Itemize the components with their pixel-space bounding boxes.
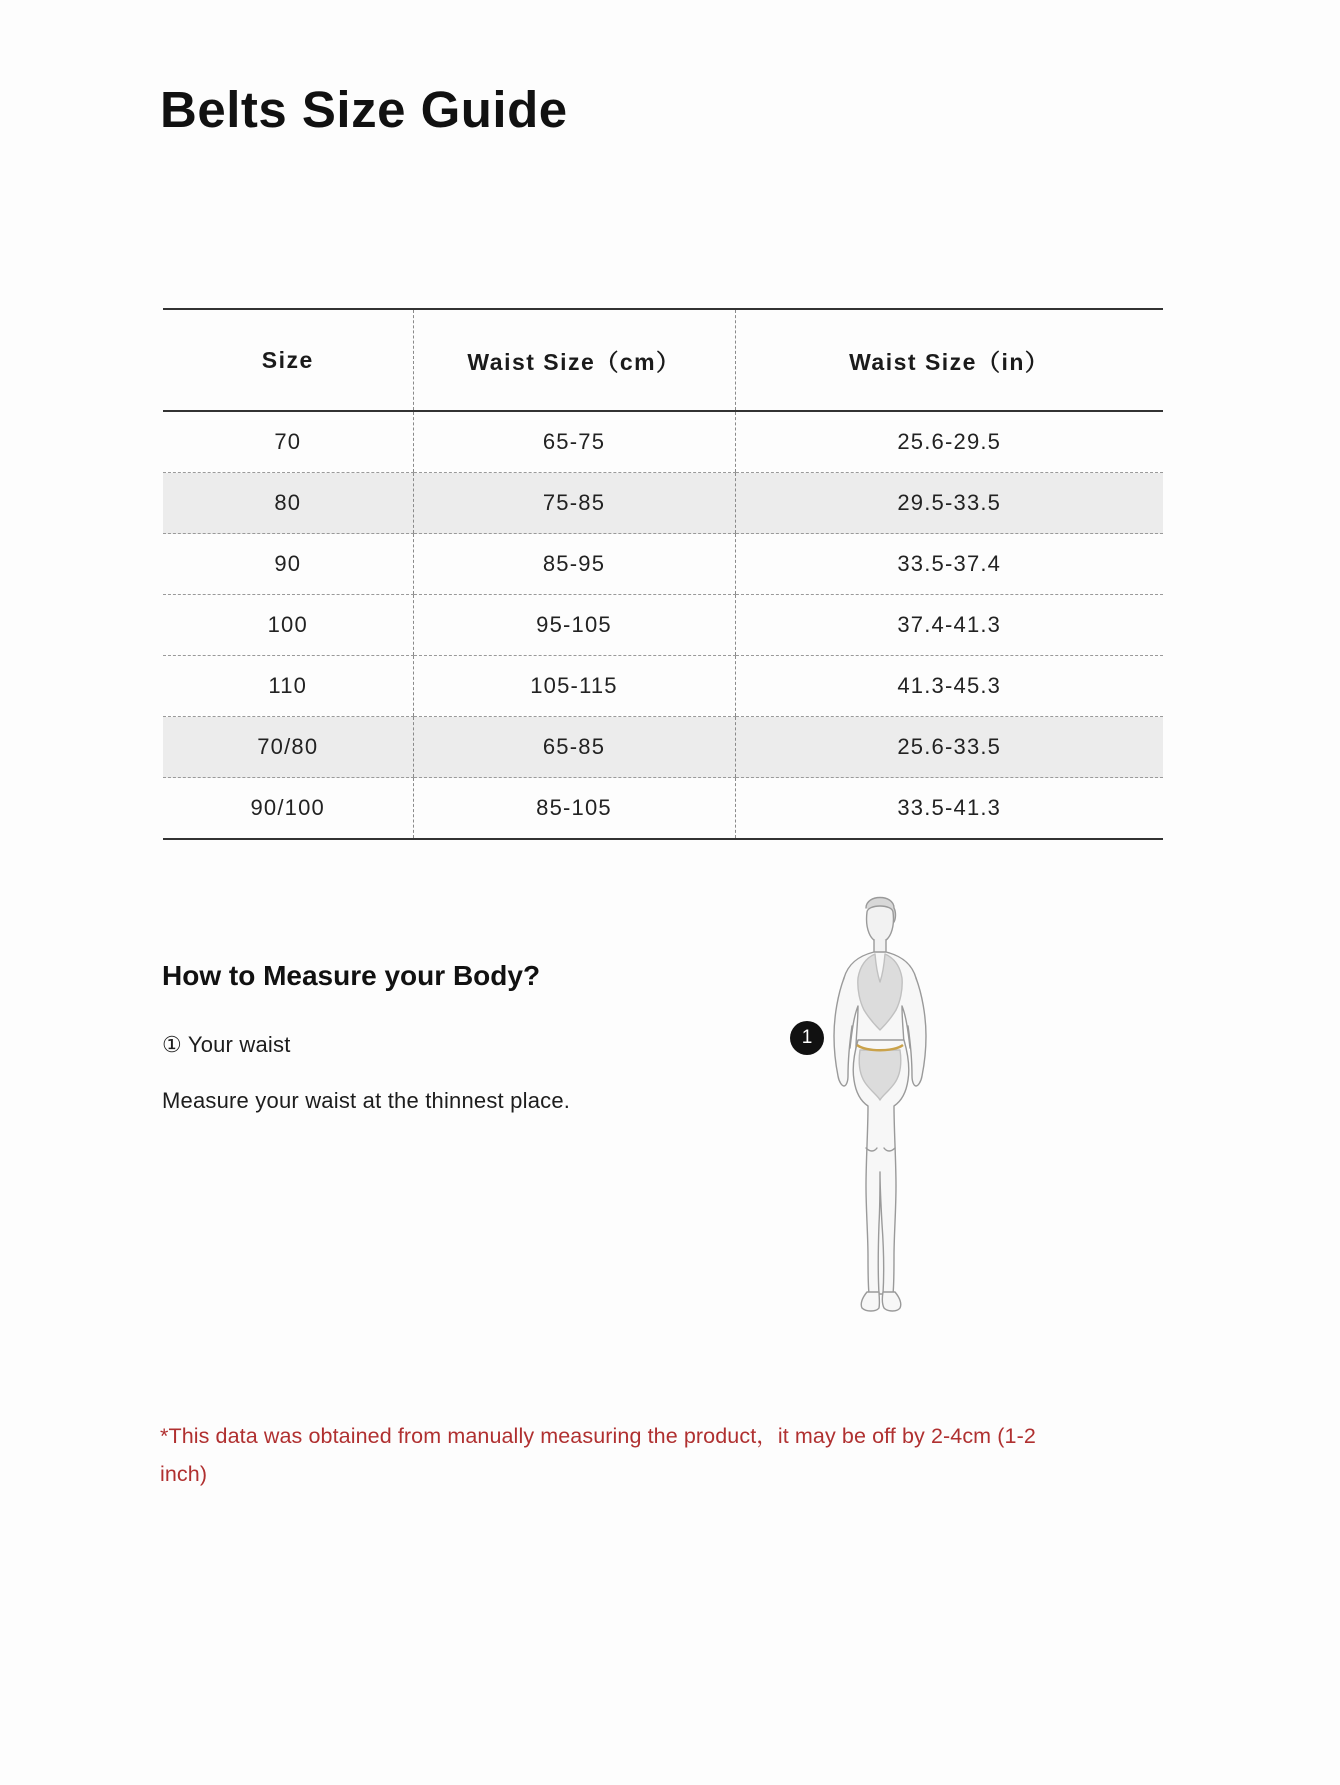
table-body — [163, 411, 1163, 839]
cell-size: 80 — [163, 473, 413, 534]
measure-item-label: ① Your waist — [162, 1032, 291, 1057]
cell-waist-in: 37.4-41.3 — [735, 595, 1163, 656]
cell-waist-cm: 85-105 — [413, 778, 735, 840]
body-figure-illustration — [780, 880, 980, 1340]
cell-size: 100 — [163, 595, 413, 656]
table-row — [163, 534, 1163, 595]
cell-size: 70 — [163, 411, 413, 473]
cell-waist-cm: 75-85 — [413, 473, 735, 534]
page-title: Belts Size Guide — [160, 81, 568, 138]
size-chart-table-container — [163, 308, 1163, 840]
size-chart-table — [163, 308, 1163, 840]
measure-item-description: Measure your waist at the thinnest place. — [162, 1088, 571, 1113]
cell-waist-cm: 85-95 — [413, 534, 735, 595]
measure-point-badge-1: 1 — [790, 1021, 824, 1055]
cell-size: 110 — [163, 656, 413, 717]
female-body-outline-icon — [780, 880, 980, 1340]
cell-waist-cm: 65-75 — [413, 411, 735, 473]
how-to-measure-heading: How to Measure your Body? — [162, 960, 541, 991]
table-row — [163, 778, 1163, 840]
cell-waist-cm: 105-115 — [413, 656, 735, 717]
column-header-waist-in: Waist Size（in） — [735, 309, 1163, 411]
cell-waist-in: 25.6-33.5 — [735, 717, 1163, 778]
cell-size: 90 — [163, 534, 413, 595]
table-header-row — [163, 309, 1163, 411]
table-row — [163, 717, 1163, 778]
cell-waist-in: 33.5-37.4 — [735, 534, 1163, 595]
table-row — [163, 656, 1163, 717]
table-row — [163, 595, 1163, 656]
cell-waist-cm: 95-105 — [413, 595, 735, 656]
cell-waist-in: 29.5-33.5 — [735, 473, 1163, 534]
cell-size: 70/80 — [163, 717, 413, 778]
cell-size: 90/100 — [163, 778, 413, 840]
column-header-size: Size — [163, 309, 413, 411]
table-row — [163, 411, 1163, 473]
cell-waist-cm: 65-85 — [413, 717, 735, 778]
cell-waist-in: 33.5-41.3 — [735, 778, 1163, 840]
table-head — [163, 309, 1163, 411]
footnote-disclaimer: *This data was obtained from manually measuring the product，it may be off by 2-4cm (1-2 inch) — [160, 1424, 1036, 1486]
cell-waist-in: 41.3-45.3 — [735, 656, 1163, 717]
column-header-waist-cm: Waist Size（cm） — [413, 309, 735, 411]
cell-waist-in: 25.6-29.5 — [735, 411, 1163, 473]
table-row — [163, 473, 1163, 534]
